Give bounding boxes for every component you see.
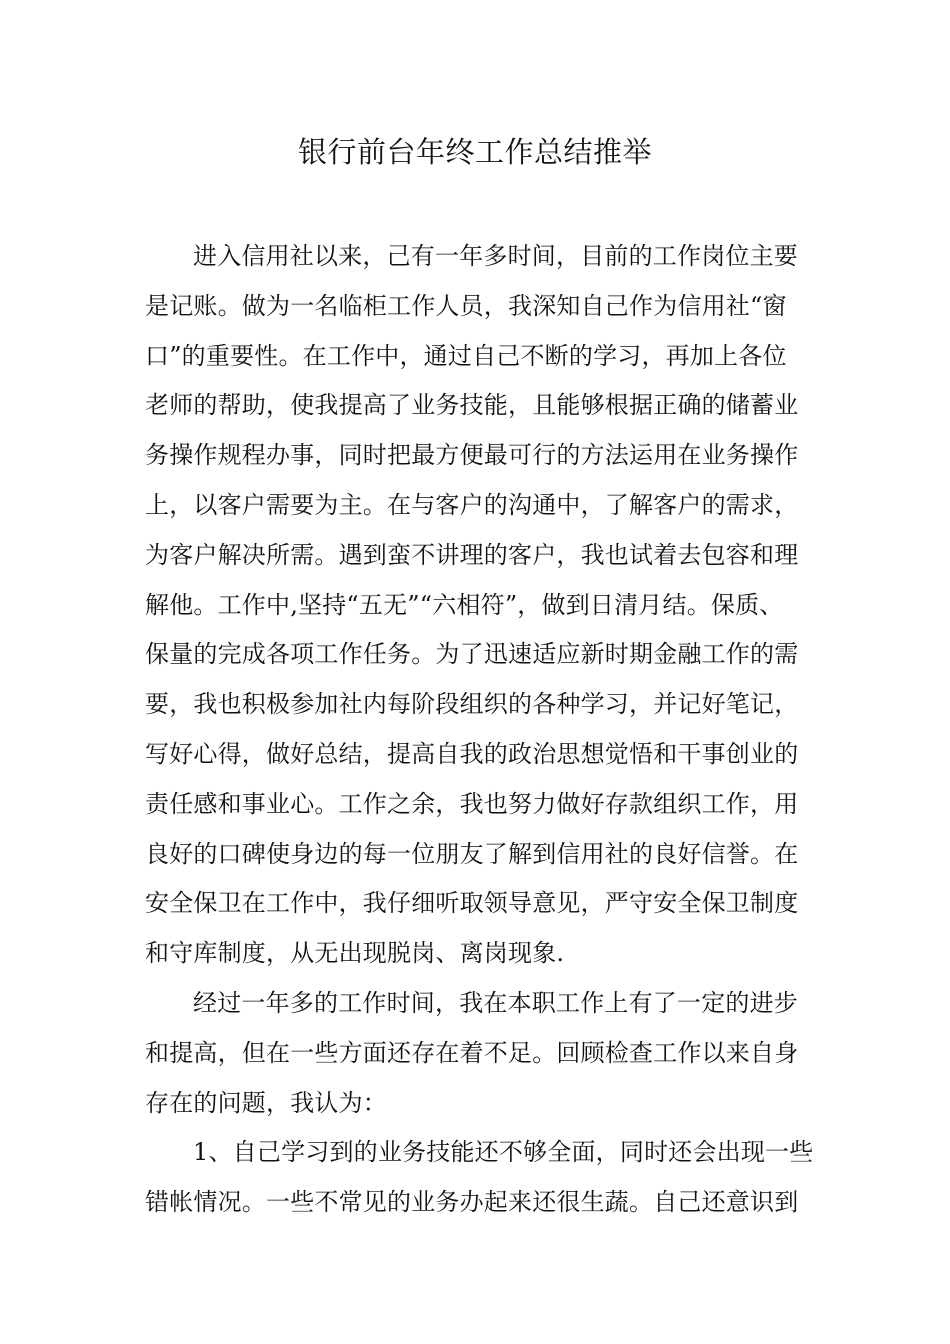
document-title: 银行前台年终工作总结推举	[297, 135, 652, 169]
body-line: 口”的重要性。在工作中，通过自己不断的学习，再加上各位	[145, 341, 787, 370]
body-line: 要，我也积极参加社内每阶段组织的各种学习，并记好笔记，	[145, 690, 799, 719]
body-line: 写好心得，做好总结，提高自我的政治思想觉悟和干事创业的	[145, 739, 799, 768]
body-line: 和守库制度，从无出现脱岗、离岗现象.	[145, 939, 565, 968]
document-body	[145, 232, 814, 1228]
body-line: 错帐情况。一些不常见的业务办起来还很生蔬。自己还意识到	[145, 1188, 799, 1217]
body-line: 存在的问题，我认为：	[145, 1088, 387, 1117]
body-line: 经过一年多的工作时间，我在本职工作上有了一定的进步	[193, 988, 798, 1017]
body-line: 务操作规程办事，同时把最方便最可行的方法运用在业务操作	[145, 441, 799, 470]
body-line: 安全保卫在工作中，我仔细听取领导意见，严守安全保卫制度	[145, 889, 799, 918]
body-line: 是记账。做为一名临柜工作人员，我深知自己作为信用社“窗	[145, 291, 787, 320]
body-line: 解他。工作中,坚持“五无”“六相符”，做到日清月结。保质、	[145, 590, 784, 619]
body-line: 上，以客户需要为主。在与客户的沟通中，了解客户的需求，	[145, 490, 799, 519]
body-line: 责任感和事业心。工作之余，我也努力做好存款组织工作，用	[145, 789, 799, 818]
body-line: 为客户解决所需。遇到蛮不讲理的客户，我也试着去包容和理	[145, 540, 799, 569]
body-line: 保量的完成各项工作任务。为了迅速适应新时期金融工作的需	[145, 640, 799, 669]
body-line: 和提高，但在一些方面还存在着不足。回顾检查工作以来自身	[145, 1038, 799, 1067]
body-line: 进入信用社以来，己有一年多时间，目前的工作岗位主要	[193, 242, 798, 270]
body-line: 老师的帮助，使我提高了业务技能，且能够根据正确的储蓄业	[145, 391, 799, 420]
body-line: 良好的口碑使身边的每一位朋友了解到信用社的良好信誉。在	[145, 839, 799, 868]
body-line: 1、自己学习到的业务技能还不够全面，同时还会出现一些	[193, 1138, 814, 1167]
